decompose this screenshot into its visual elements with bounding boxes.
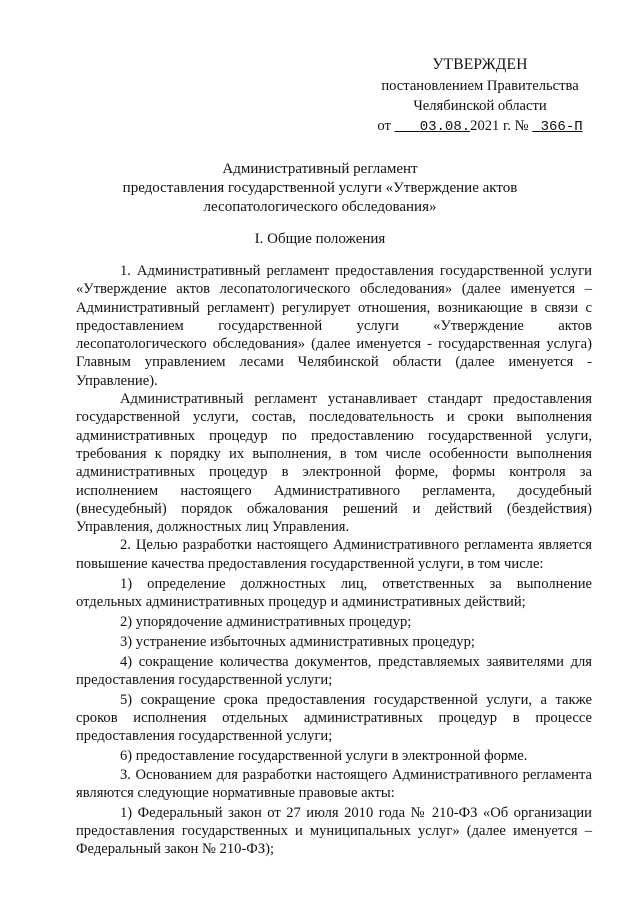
- title-line-3: лесопатологического обследования»: [203, 199, 437, 215]
- list-item: 2) упорядочение административных процедур;: [120, 613, 412, 630]
- approval-title: УТВЕРЖДЕН: [432, 56, 528, 73]
- document-body: [76, 262, 592, 859]
- list-item: 4) сокращение количества документов, представляемых заявителями для предоставления государственной услуги;: [76, 653, 592, 688]
- list-item: 3) устранение избыточных административных процедур;: [120, 633, 475, 650]
- approval-line-2: Челябинской области: [413, 98, 547, 114]
- title-line-1: Административный регламент: [222, 161, 418, 177]
- paragraph-3: 2. Целью разработки настоящего Административного регламента является повышение качества предоставления государственной услуги, в том числе:: [76, 537, 592, 572]
- approval-date-line: [360, 116, 600, 137]
- list-item: 5) сокращение срока предоставления государственной услуги, а также сроков исполнения отдельных административных процедур в процессе предоставления государственной услуги;: [76, 691, 592, 745]
- list-item: 6) предоставление государственной услуги в электронной форме.: [120, 748, 528, 765]
- title-line-2: предоставления государственной услуги «Утверждение актов: [122, 180, 518, 196]
- list-item: 1) определение должностных лиц, ответственных за выполнение отдельных административных процедур и административных действий;: [76, 575, 592, 610]
- approval-line-1: постановлением Правительства: [381, 78, 579, 94]
- paragraph-2: Административный регламент устанавливает стандарт предоставления государственной услуги, состав, последовательность и сроки выполнения административных процедур по предоставлению государственной услуги, требования к порядку их выполнения, в том числе особенности выполнения административных процедур в электронной форме, формы контроля за исполнением настоящего Административного регламента, досудебный (внесудебный) порядок обжалования решений и действий (бездействия) Управления, должностных лиц Управления.: [76, 391, 592, 536]
- paragraph-1: 1. Административный регламент предоставления государственной услуги «Утверждение актов лесопатологического обследования» (далее именуется – Административный регламент) регулирует отношения, возникающие в связи с предоставлением государственной услуги «Утверждение актов лесопатологического обследования» (далее именуется - государственная услуга) Главным управлением лесами Челябинской области (далее именуется - Управление).: [76, 263, 592, 389]
- section-heading: I. Общие положения: [254, 231, 386, 247]
- approval-date: 03.08.: [419, 119, 471, 135]
- list-item: 1) Федеральный закон от 27 июля 2010 года № 210-ФЗ «Об организации предоставления государственных и муниципальных услуг» (далее именуется – Федеральный закон № 210-ФЗ);: [76, 804, 592, 858]
- document-title: [80, 160, 560, 217]
- approval-number: 366-П: [540, 119, 583, 135]
- paragraph-4: 3. Основанием для разработки настоящего Административного регламента являются следующие нормативные правовые акты:: [76, 766, 592, 801]
- date-prefix: от: [377, 118, 391, 134]
- approval-stamp: [360, 55, 600, 137]
- approval-year: 2021 г. №: [470, 118, 529, 134]
